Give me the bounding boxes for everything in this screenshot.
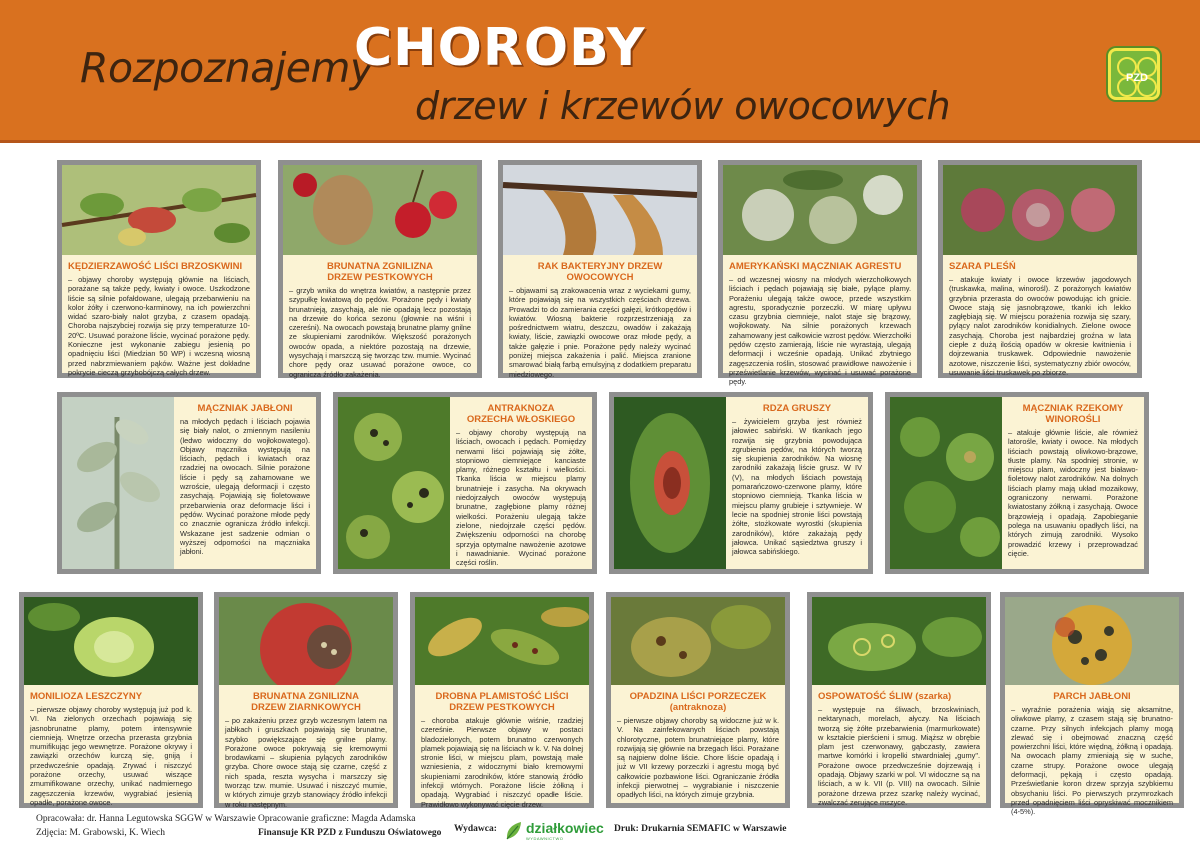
panel-brown-rot-pome-fruit <box>219 685 393 809</box>
publisher-label: Wydawca: <box>454 824 497 834</box>
panel-currant-leaf-spot <box>611 685 785 803</box>
card-gooseberry-mildew <box>718 160 922 387</box>
photo-pear-rust <box>614 397 726 569</box>
photo-hazel-monilia <box>24 597 198 685</box>
card-pear-rust <box>609 392 873 574</box>
card-title: BRUNATNA ZGNILIZNA <box>326 261 434 272</box>
logo-text: PZD <box>1126 72 1148 84</box>
card-subtitle: DRZEW ZIARNKOWYCH <box>251 702 361 713</box>
photo-peach-leaf-curl <box>62 165 256 255</box>
card-text: – objawami są zrakowacenia wraz z wyciekami gumy, które pojawiają się na wszystkich częściach drzewa. Prowadzi to do zamierania części gałęzi, krótkopędów i kwiatów. Wiosną bakterie rozprzestrzeniają za pośrednictwem wiatru, deszczu, owadów i zakażają kwiaty, liście, zawiązki owocowe oraz młode pędy, a także gałęzie i pnie. Porażone pędy należy wycinać poniżej miejsca zakażenia i palić. Miejsca zranione smarować białą farbą emulsyjną z dodatkiem preparatu miedziowego. <box>509 286 691 379</box>
credits-text: Opracowała: dr. Hanna Legutowska SGGW w Warszawie <box>36 814 256 824</box>
photo-brown-rot-stone-fruit <box>283 165 477 255</box>
card-title: MONILIOZA LESZCZYNY <box>30 691 143 702</box>
card-subtitle: DRZEW PESTKOWYCH <box>327 272 433 283</box>
card-grey-mould <box>938 160 1142 378</box>
photo-brown-rot-pome-fruit <box>219 597 393 685</box>
graphics-text: Opracowanie graficzne: Magda Adamska <box>258 814 416 824</box>
card-apple-powdery-mildew <box>57 392 321 574</box>
publisher-name: działkowiec <box>526 820 604 836</box>
print-text: Druk: Drukarnia SEMAFIC w Warszawie <box>614 824 787 834</box>
card-text: – choroba atakuje głównie wiśnie, rzadziej czereśnie. Pierwsze objawy w postaci bladozielonych, potem brunatno czerwonych plamek pojawiają się na liściach w k. V. Na dolnej stronie liści, w miejscu plam, powstają małe wzniesienia, z widocznymi biało kremowymi skupieniami zarodników, które stanowią źródło infekcji wtórnych. Porażone liście żółkną i opadają. Wygrabiać i niszczyć opadłe liście. Prawidłowo wykonywać cięcie drzew. <box>421 716 583 809</box>
photo-apple-scab <box>1005 597 1179 685</box>
panel-cherry-leaf-spot <box>415 685 589 809</box>
panel-walnut-anthracnose <box>450 397 592 569</box>
card-text: – żywicielem grzyba jest również jałowiec sabiński. W tkankach jego rozwija się grzybnia powodująca zgrubienia pędów, na których tworzą się skupienia zarodników. Na wiosnę zarodniki zakażają liście grusz. W IV (V), na młodych liściach powstają pomarańczowo-czerwone plamy, które stopniowo ciemnieją. Tkanka liścia w miejscu plamy grubieje i sztywnieje. W lecie na spodniej stronie liści powstają żółte, stożkowate wyrostki (skupienia zarodników), które zakażają pędy jałowca. Unikać sąsiedztwa gruszy i jałowca sabińskiego. <box>732 417 862 557</box>
card-subtitle: (antraknoza) <box>669 702 727 713</box>
card-brown-rot-pome-fruit <box>214 592 398 808</box>
publisher-logo <box>504 818 604 844</box>
card-text: na młodych pędach i liściach pojawia się biały nalot, o zmiennym nasileniu (ledwo widoczny do wojłokowatego). Objawy mącznika występują na liściach, pędach i kwiatach oraz rzadziej na owocach. Silnie porażone liście i pędy są zahamowane we wzroście, ulegają deformacji i często zasychają. Pojawiają się fioletowawe przebarwienia oraz deformacje liści i pędów. Wycinać porażone młode pędy co znacznie ogranicza źródło infekcji. Wskazane jest sadzenie odmian o wyższej odporności na mączniaka jabłoni. <box>180 417 310 557</box>
card-title: RDZA GRUSZY <box>762 403 832 414</box>
photo-cherry-leaf-spot <box>415 597 589 685</box>
card-subtitle: ORZECHA WŁOSKIEGO <box>466 414 576 425</box>
card-title: MĄCZNIAK JABŁONI <box>197 403 293 414</box>
card-apple-scab <box>1000 592 1184 817</box>
card-title: MĄCZNIAK RZEKOMY <box>1022 403 1124 414</box>
photo-currant-leaf-spot <box>611 597 785 685</box>
title-part3: drzew i krzewów owocowych <box>415 84 951 128</box>
title-part2: CHOROBY <box>354 18 646 78</box>
card-subtitle: OWOCOWYCH <box>566 272 634 283</box>
publisher-sub: WYDAWNICTWO <box>526 836 564 841</box>
card-peach-leaf-curl <box>57 160 261 378</box>
clover-icon <box>1111 51 1163 103</box>
photo-apple-powdery-mildew <box>62 397 174 569</box>
photo-grey-mould <box>943 165 1137 255</box>
card-text: – pierwsze objawy choroby występują już pod k. VI. Na zielonych orzechach pojawiają się jasnobrunatne plamy, potem intensywnie ciemnieją. Wnętrze orzecha przerasta grzybnia mumifikując jego wewnętrze. Porażone okrywy i zawiązki orzechów kurczą się, gniją i przedwcześnie opadają. Zrywać i niszczyć porażone orzechy, usuwać wiszące zmumifikowane orzechy, unikać nadmiernego zagęszczenia krzewów, wygrabiać jesienią opadłe, porażone owoce. <box>30 705 192 807</box>
panel-grey-mould <box>943 255 1137 377</box>
panel-peach-leaf-curl <box>62 255 256 377</box>
card-subtitle: WINOROŚLI <box>1045 414 1101 425</box>
card-plum-pox <box>807 592 991 808</box>
card-title: PARCH JABŁONI <box>1053 691 1131 702</box>
card-title: DROBNA PLAMISTOŚĆ LIŚCI <box>435 691 569 702</box>
card-text: – występuje na śliwach, brzoskwiniach, nektarynach, morelach, ałyczy. Na liściach tworzą się żółte przebarwienia (marmurkowate) w kształcie pierścieni i smug. Miąższ w obrębie plam jest czerwonawy, gąbczasty, zawiera martwe komórki i kropelki stwardniałej „gumy". Porażone owoce przedwcześnie dojrzewają i opadają. Objawy szarki w pol. VI widoczne są na liściach, a w k. VII (p. VIII) na owocach. Silnie porażone drzewa przez szarkę należy wycinać, zwalczać zerujące mszyce. <box>818 705 980 807</box>
pzd-logo <box>1108 48 1160 100</box>
card-title: AMERYKAŃSKI MĄCZNIAK AGRESTU <box>729 261 902 272</box>
card-text: – grzyb wnika do wnętrza kwiatów, a następnie przez szypułkę kwiatową do pędów. Porażone pędy i kwiaty brunatnieją, zasychają, ale nie opadają lecz pozostają na drzewie do końca sezonu (głownie na wiśni i czereśni). Na owocach powstają brunatne plamy gnilne ze skupieniami zarodników. Większość porażonych owoców opada, a niektóre pozostają na drzewie, wysychają i marszczą się tworząc tzw. mumie. Wycinać chore pędy oraz usuwać porażone owoce, co ogranicza źródło zakażenia. <box>289 286 471 379</box>
card-text: – atakuje głównie liście, ale również latorośle, kwiaty i owoce. Na młodych liściach powstają oliwkowo-brązowe, tłuste plamy. Na spodniej stronie, w miejscu plam, widoczny jest białawo-fioletowy nalot zarodników. Na dolnych liściach plamy mają układ mozaikowy, ograniczony nerwami. Porażone kwiatostany żółkną i zasychają. Owoce brązowieją i opadają. Zapobieganie polega na usuwaniu opadłych liści, na których zimują zarodniki. Wysoko prowadzić krzewy i przeprowadzać cięcie. <box>1008 428 1138 558</box>
card-text: – objawy choroby występują głównie na liściach, porażane są także pędy, kwiaty i owoce. Uszkodzone liście są silnie pofałdowane, ulegają przebarwieniu na kolor żółty i czerwono-karminowy, na ich powierzchni widać szaro-biały nalot grzyba, z czasem opadają. Choroba najszybciej rozwija się przy temperaturze 10-20ºC. Usuwać porażone liście, wycinać porażone pędy. Konieczne jest wykonanie zabiegu jesienią po opadnięciu liści (Miedzian 50 WP) i wczesną wiosną przed nabrzmiewaniem pąków. Ważne jest dokładne pokrycie cieczą grzybobójczą całych drzew. <box>68 275 250 377</box>
panel-hazel-monilia <box>24 685 198 807</box>
card-text: – pierwsze objawy choroby są widoczne już w k. V. Na zainfekowanych liściach powstają chlorotyczne, potem brunatniejące plamy, które rozwijają się głównie na brzegach liści. Porażane są najpierw dolne liście. Chore liście opadają i już w VII krzewy porzeczki i agrestu mogą być całkowicie pozbawione liści. Ograniczanie źródła infekcji pierwotnej – wygrabianie i niszczenie opadłych liści, na których zimuje grzybnia. <box>617 716 779 800</box>
card-cherry-leaf-spot <box>410 592 594 808</box>
card-text: – od wczesnej wiosny na młodych wierzchołkowych liściach i pędach pojawiają się białe, pylące plamy. Porażeniu ulegają także owoce, przede wszystkim agrestu, sporadycznie porzeczki. W miarę upływu czasu grzybnia ciemnieje, nalot staje się brązowy, wojłokowaty. Na silnie porażonych krzewach zahamowany jest całkowicie wzrost pędów. Wierzchołki pędów często zamierają, liście nie wyrastają, ulegają deformacji i wcześnie opadają. Unikać zbytniego zagęszczenia roślin, stosować prawidłowe nawożenie i prześwietlanie krzewów, wycinać i usuwać porażone pędy. <box>729 275 911 387</box>
card-title: KĘDZIERZAWOŚĆ LIŚCI BRZOSKWINI <box>68 261 243 272</box>
card-text: – atakuje kwiaty i owoce krzewów jagodowych (truskawka, malina, winorośl). Z porażonych kwiatów grzybnia przerasta do owoców powodując ich gnicie. Owoce stają się jasnobrązowe, tkanki ich lekko zagłębiają się. W miejscu porażenia rozwija się szary, pylący nalot zarodników konidialnych. Zielone owoce zasychają. Choroba jest najbardziej groźna w lata ciepłe z dużą ilością opadów w okresie kwitnienia i dojrzewania truskawek. Odpowiednie nawożenie azotowe, niszczenie liści, systematyczny zbiór owoców, usuwanie liści truskawek po zbiorze. <box>949 275 1131 377</box>
header-divider <box>0 140 1200 143</box>
card-title: OSPOWATOŚĆ ŚLIW (szarka) <box>818 691 952 702</box>
card-title: RAK BAKTERYJNY DRZEW <box>537 261 663 272</box>
card-text: – po zakażeniu przez grzyb wczesnym latem na jabłkach i gruszkach pojawiają się brunatne, szybko powiększające się gnilne plamy. Porażone owoce pokrywają się kremowymi brodawkami – skupienia pylących zarodników grzyba. Chore owoce stają się czarne, część z nich spada, reszta wysycha i marszczy się tworząc tzw. mumie. Usuwać i niszczyć mumie, w których zimuje grzyb stanowiący źródło infekcji w roku następnym. <box>225 716 387 809</box>
panel-apple-scab <box>1005 685 1179 817</box>
leaf-icon <box>504 820 524 842</box>
funding-text: Finansuje KR PZD z Funduszu Oświatowego <box>258 828 442 838</box>
card-grape-downy-mildew <box>885 392 1149 574</box>
card-walnut-anthracnose <box>333 392 597 574</box>
photo-gooseberry-mildew <box>723 165 917 255</box>
photo-grape-downy-mildew <box>890 397 1002 569</box>
card-title: ANTRAKNOZA <box>487 403 555 414</box>
card-brown-rot-stone-fruit <box>278 160 482 378</box>
panel-bacterial-canker <box>503 255 697 379</box>
card-title: SZARA PLEŚŃ <box>949 261 1016 272</box>
photos-text: Zdjęcia: M. Grabowski, K. Wiech <box>36 828 165 838</box>
panel-pear-rust <box>726 397 868 569</box>
card-bacterial-canker <box>498 160 702 378</box>
panel-apple-powdery-mildew <box>174 397 316 569</box>
card-hazel-monilia <box>19 592 203 808</box>
panel-grape-downy-mildew <box>1002 397 1144 569</box>
card-subtitle: DRZEW PESTKOWYCH <box>449 702 555 713</box>
panel-plum-pox <box>812 685 986 807</box>
card-title: BRUNATNA ZGNILIZNA <box>252 691 360 702</box>
photo-walnut-anthracnose <box>338 397 450 569</box>
panel-gooseberry-mildew <box>723 255 917 387</box>
card-title: OPADZINA LIŚCI PORZECZEK <box>629 691 767 702</box>
card-currant-leaf-spot <box>606 592 790 808</box>
photo-plum-pox <box>812 597 986 685</box>
title-part1: Rozpoznajemy <box>80 44 374 92</box>
panel-brown-rot-stone-fruit <box>283 255 477 379</box>
card-text: – wyraźnie porażenia wiąją się aksamitne, oliwkowe plamy, z czasem stają się brunatno-czarne. Przy silnych infekcjach plamy mogą zlewać się i obejmować znaczną część powierzchni liści, które więdną, żółkną i opadają. Na owocach plamy zmieniają się w suche, czarne strupy. Porażone owoce ulegają deformacji, pękają i często opadają. Prześwietlanie koron drzew sprzyja szybkiemu obsychaniu liści. Po pierwszych przymrozkach przed opadnięciem liści opryskiwać mocznikiem (4-5%). <box>1011 705 1173 817</box>
photo-bacterial-canker <box>503 165 697 255</box>
card-text: – objawy choroby występują na liściach, owocach i pędach. Pomiędzy nerwami liści pojawiają się żółte, stopniowo ciemniejące kanciaste plamy, różnego kształtu i wielkości. Tkanka liścia w miejscu plamy brunatnieje i zasycha. Na okrywach niedojrzałych owoców występują brunatne, zagłębione plamy różnej wielkości. Porażeniu ulegają także zielone, niedojrzałe części pędów. Zwiększeniu odporności na chorobę sprzyja optymalne nawożenie azotowe i nawadnianie. Wycinać porażone części roślin. <box>456 428 586 568</box>
